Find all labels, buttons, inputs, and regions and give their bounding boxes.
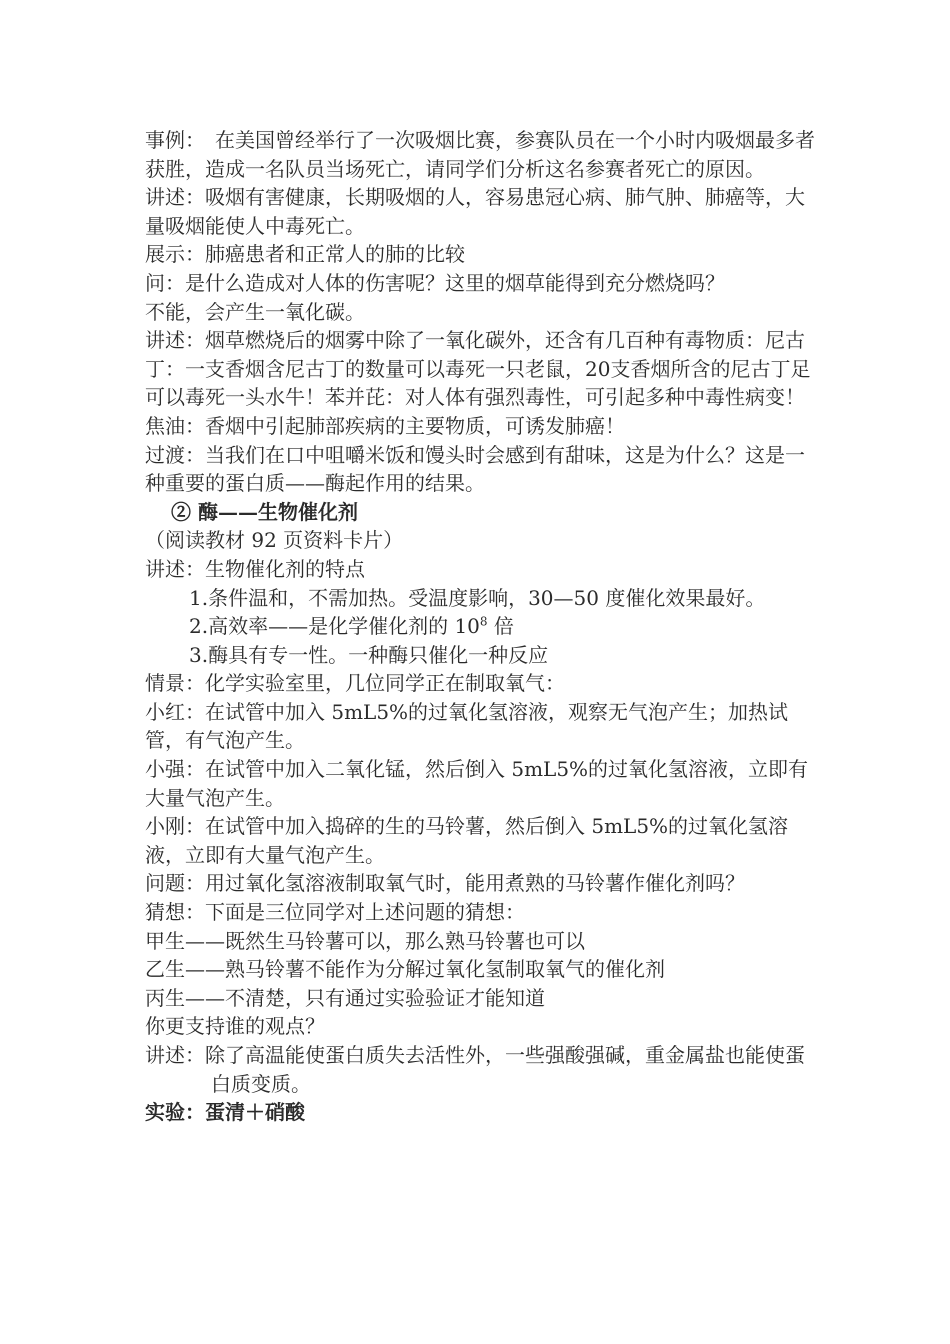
paragraph-example: 事例： 在美国曾经举行了一次吸烟比赛，参赛队员在一个小时内吸烟最多者获胜，造成一名队员当场死亡，请同学们分析这名参赛者死亡的原因。 [145, 128, 815, 181]
section-heading-enzyme: ② 酶——生物催化剂 [171, 499, 358, 524]
paragraph-scenario: 情景：化学实验室里，几位同学正在制取氧气： [145, 671, 565, 696]
paragraph-xiaogang: 小刚：在试管中加入捣碎的生的马铃薯，然后倒入 5mL5%的过氧化氢溶液，立即有大量气泡产生。 [145, 814, 789, 867]
paragraph-which-view: 你更支持谁的观点？ [145, 1014, 325, 1039]
paragraph-xiaoqiang: 小强：在试管中加入二氧化锰，然后倒入 5mL5%的过氧化氢溶液，立即有大量气泡产生。 [145, 757, 809, 810]
paragraph-experiment: 实验：蛋清＋硝酸 [145, 1100, 305, 1125]
list-item-feature-1 [145, 584, 815, 613]
paragraph-display: 展示：肺癌患者和正常人的肺的比较 [145, 242, 465, 267]
paragraph-student-a: 甲生——既然生马铃薯可以，那么熟马铃薯也可以 [145, 928, 585, 953]
paragraph-narration-toxins: 讲述：烟草燃烧后的烟雾中除了一氧化碳外，还含有几百种有毒物质：尼古丁：一支香烟含尼古丁的数量可以毒死一只老鼠，20支香烟所含的尼古丁足可以毒死一头水牛！苯并芘：对人体有强烈毒性，可引起多种中毒性病变！焦油：香烟中引起肺部疾病的主要物质，可诱发肺癌！ [145, 328, 811, 438]
paragraph-hypothesis: 猜想：下面是三位同学对上述问题的猜想： [145, 900, 525, 925]
paragraph-answer: 不能，会产生一氧化碳。 [145, 299, 365, 324]
paragraph-question: 问：是什么造成对人体的伤害呢？这里的烟草能得到充分燃烧吗？ [145, 270, 725, 295]
list-item-feature-2 [145, 612, 815, 641]
paragraph-narration-features: 讲述：生物催化剂的特点 [145, 556, 365, 581]
paragraph-reading-note: （阅读教材 92 页资料卡片） [145, 528, 404, 553]
paragraph-narration-denature: 讲述：除了高温能使蛋白质失去活性外，一些强酸强碱，重金属盐也能使蛋白质变质。 [145, 1043, 805, 1096]
feature-2-tail: 倍 [487, 614, 514, 639]
feature-2-text: 2.高效率——是化学催化剂的 10 [189, 614, 480, 639]
paragraph-problem: 问题：用过氧化氢溶液制取氧气时，能用煮熟的马铃薯作催化剂吗？ [145, 871, 745, 896]
paragraph-xiaohong: 小红：在试管中加入 5mL5%的过氧化氢溶液，观察无气泡产生；加热试管，有气泡产生。 [145, 699, 789, 753]
feature-2-exponent: 8 [479, 614, 488, 629]
document-body [145, 126, 815, 1127]
list-item-feature-3: 3.酶具有专一性。一种酶只催化一种反应 [189, 642, 549, 667]
paragraph-narration-smoking: 讲述：吸烟有害健康，长期吸烟的人，容易患冠心病、肺气肿、肺癌等，大量吸烟能使人中毒死亡。 [145, 185, 805, 238]
paragraph-student-c: 丙生——不清楚，只有通过实验验证才能知道 [145, 985, 545, 1010]
feature-1-text: 1.条件温和，不需加热。受温度影响，30—50 度催化效果最好。 [189, 585, 766, 610]
paragraph-student-b: 乙生——熟马铃薯不能作为分解过氧化氢制取氧气的催化剂 [145, 957, 665, 982]
paragraph-transition: 过渡：当我们在口中咀嚼米饭和馒头时会感到有甜味，这是为什么？这是一种重要的蛋白质——酶起作用的结果。 [145, 442, 805, 496]
